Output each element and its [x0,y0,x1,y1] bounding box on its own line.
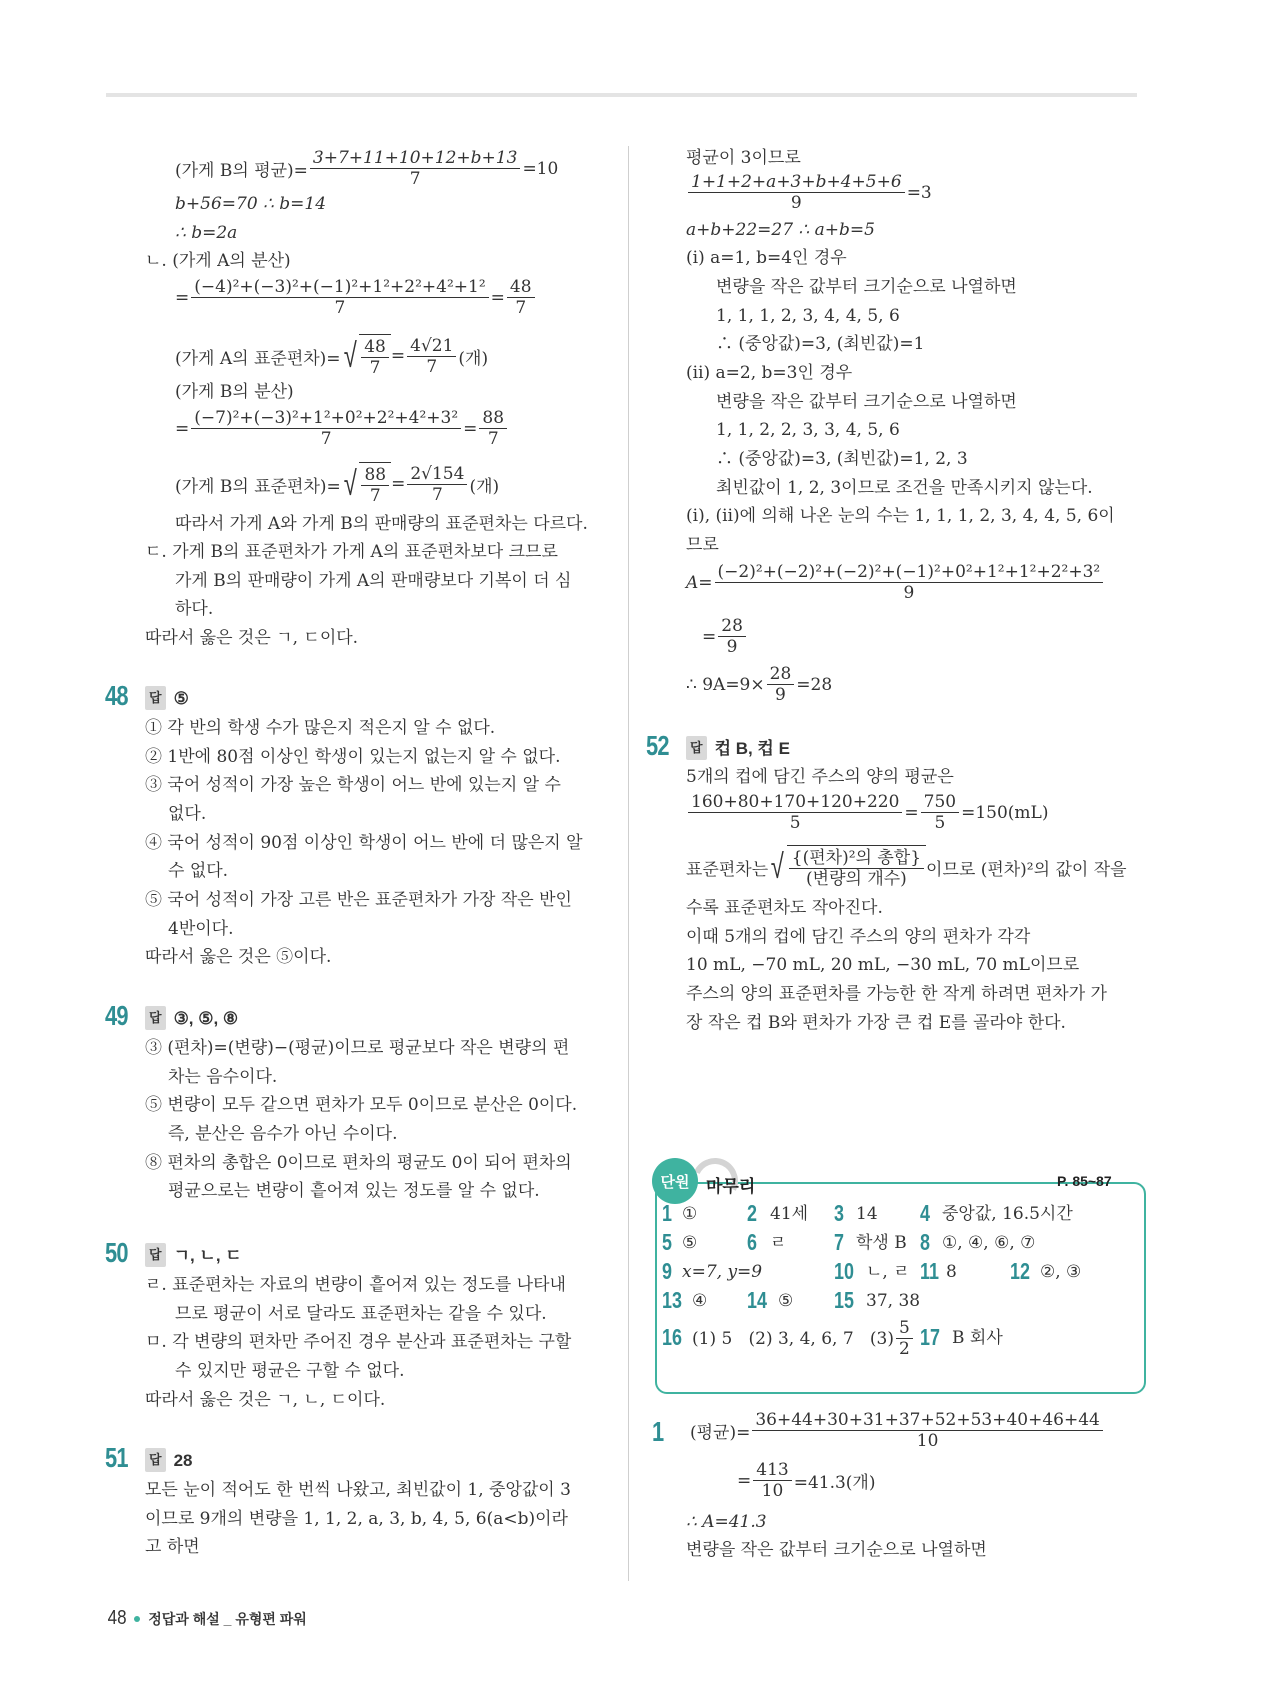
case-1-label: (ⅰ) a=1, b=4인 경우 [686,248,847,268]
question-number-52: 52 [646,730,669,761]
nine-a-eq: ∴ 9A=9× $\frac{28}{9}$ =28 [686,664,833,705]
review-answer-7: 학생 B [856,1233,907,1253]
q49-item-1b: 차는 음수이다. [168,1067,278,1087]
store-b-mean-eq: (가게 B의 평균)= $\frac{3+7+11+10+12+b+13}{7}$ =10 [175,148,559,189]
review-number-5: 5 [662,1229,672,1255]
mean-equation: $\frac{1+1+2+a+3+b+4+5+6}{9}$ =3 [686,172,932,213]
unit-review-title: 마무리 [706,1177,756,1196]
q49-item-2b: 즉, 분산은 음수가 아닌 수이다. [168,1124,398,1144]
store-a-var-eq: = $\frac{\text{(−4)²+(−3)²+(−1)²+1²+2²+4²+1²}}{7}$ = $\frac{48}{7}$ [175,277,537,318]
answer-49: 답 ③, ⑤, ⑧ [145,1006,238,1030]
q48-conclusion: 따라서 옳은 것은 ⑤이다. [145,947,332,967]
case-2-sort-text: 변량을 작은 값부터 크기순으로 나열하면 [716,392,1017,412]
answer-48: 답 ⑤ [145,686,189,710]
answer-51: 답 28 [145,1448,192,1472]
item-d-line3: 하다. [175,599,214,619]
q52-line-4: 수록 표준편차도 작아진다. [686,898,883,918]
q52-line-8: 장 작은 컵 B와 편차가 가장 큰 컵 E를 골라야 한다. [686,1013,1066,1033]
q51-line-3: 고 하면 [145,1537,200,1557]
variance-a-value: = $\frac{28}{9}$ [702,616,748,657]
question-number-49: 49 [105,1000,128,1031]
q48-option-5a: ⑤ 국어 성적이 가장 고른 반은 표준편차가 가장 작은 반인 [145,890,572,910]
q51-line-1: 모든 눈이 적어도 한 번씩 나왔고, 최빈값이 1, 중앙값이 3 [145,1480,571,1500]
case-1-result: ∴ (중앙값)=3, (최빈값)=1 [716,334,925,354]
review-number-6: 6 [747,1229,757,1255]
review-answer-16: (1) 5 (2) 3, 4, 6, 7 (3) $\frac{5}{2}$ [692,1318,915,1359]
answer-50: 답 ㄱ, ㄴ, ㄷ [145,1243,242,1267]
review-number-8: 8 [920,1229,930,1255]
solution-1-mean-value: = $\frac{413}{10}$ =41.3(개) [737,1460,876,1501]
review-answer-13: ④ [692,1291,708,1311]
q50-item-1a: ㄹ. 표준편차는 자료의 변량이 흩어져 있는 정도를 나타내 [145,1275,566,1295]
review-number-9: 9 [662,1258,672,1284]
review-answer-11: 8 [946,1262,957,1282]
q48-option-4b: 수 없다. [168,861,229,881]
q50-item-2b: 수 있지만 평균은 구할 수 없다. [175,1361,405,1381]
review-number-7: 7 [834,1229,844,1255]
review-number-11: 11 [920,1258,939,1284]
q49-item-3b: 평균으로는 변량이 흩어져 있는 정도를 알 수 없다. [168,1181,540,1201]
review-answer-12: ②, ③ [1040,1262,1082,1282]
case-2-values: 1, 1, 2, 2, 3, 3, 4, 5, 6 [716,420,900,440]
review-number-4: 4 [920,1200,930,1226]
q49-item-3a: ⑧ 편차의 총합은 0이므로 편차의 평균도 0이 되어 편차의 [145,1153,572,1173]
review-number-1: 1 [662,1200,672,1226]
cases-summary-1: (ⅰ), (ⅱ)에 의해 나온 눈의 수는 1, 1, 1, 2, 3, 4, 4, 5, 6이 [686,506,1115,526]
q48-option-3a: ③ 국어 성적이 가장 높은 학생이 어느 반에 있는지 알 수 [145,775,561,795]
solution-1-mean-eq: (평균)= $\frac{36+44+30+31+37+52+53+40+46+44}{10}$ [690,1410,1105,1451]
unit-review-pages: P. 85~87 [1057,1173,1112,1189]
footer-label: 정답과 해설 _ 유형편 파워 [148,1610,307,1627]
review-answer-1: ① [682,1204,698,1224]
solution-1-sort-text: 변량을 작은 값부터 크기순으로 나열하면 [686,1540,987,1560]
review-answer-6: ㄹ [770,1233,787,1253]
question-number-50: 50 [105,1237,128,1268]
q48-option-3b: 없다. [168,804,207,824]
review-number-16: 16 [662,1324,682,1350]
q52-mean-eq: $\frac{160+80+170+120+220}{5}$ = $\frac{750}{5}$ =150(mL) [686,792,1048,833]
page-number: 48 [107,1607,127,1629]
store-b-sd-eq: (가게 B의 표준편차)= √ $\frac{88}{7}$ = $\frac{2√154}{7}$ (개) [175,463,500,506]
unit-badge: 단원 [652,1158,698,1204]
q49-item-2a: ⑤ 변량이 모두 같으면 편차가 모두 0이므로 분산은 0이다. [145,1095,578,1115]
review-answer-8: ①, ④, ⑥, ⑦ [942,1233,1036,1253]
q52-line-6: 10 mL, −70 mL, 20 mL, −30 mL, 70 mL이므로 [686,955,1080,975]
review-answer-5: ⑤ [682,1233,698,1253]
q50-conclusion: 따라서 옳은 것은 ㄱ, ㄴ, ㄷ이다. [145,1390,386,1410]
review-answer-2: 41세 [770,1204,809,1224]
review-answer-9: x=7, y=9 [682,1262,763,1282]
q50-item-2a: ㅁ. 각 변량의 편차만 주어진 경우 분산과 표준편차는 구할 [145,1332,572,1352]
review-answer-14: ⑤ [778,1291,794,1311]
solution-1-result: ∴ A=41.3 [686,1512,767,1532]
review-number-17: 17 [920,1324,940,1350]
page-footer [106,1607,307,1630]
question-number-48: 48 [105,680,128,711]
item-d-line2: 가게 B의 판매량이 가게 A의 판매량보다 기복이 더 심 [175,571,572,591]
review-number-10: 10 [834,1258,854,1284]
question-number-51: 51 [105,1442,128,1473]
variance-a-eq: A= $\frac{\text{(−2)²+(−2)²+(−2)²+(−1)²+0²+1²+1²+2²+3²}}{9}$ [686,562,1105,603]
case-2-note: 최빈값이 1, 2, 3이므로 조건을 만족시키지 않는다. [716,478,1093,498]
case-2-label: (ⅱ) a=2, b=3인 경우 [686,363,853,383]
q52-line-7: 주스의 양의 표준편차를 가능한 한 작게 하려면 편차가 가 [686,984,1107,1004]
solution-number-1: 1 [652,1416,664,1447]
review-answer-17: B 회사 [952,1328,1003,1348]
review-number-3: 3 [834,1200,844,1226]
conclusion-line: 따라서 가게 A와 가게 B의 판매량의 표준편차는 다르다. [175,514,588,534]
mean-is-3-line: 평균이 3이므로 [686,148,801,168]
q52-line-1: 5개의 컵에 담긴 주스의 양의 평균은 [686,767,954,787]
q48-option-5b: 4반이다. [168,919,234,939]
answer-52: 답 컵 B, 컵 E [686,736,790,760]
q52-line-5: 이때 5개의 컵에 담긴 주스의 양의 편차가 각각 [686,927,1031,947]
b-2a-line: ∴ b=2a [175,223,238,243]
sum-ab-line: a+b+22=27 ∴ a+b=5 [686,220,875,240]
answer-summary: 따라서 옳은 것은 ㄱ, ㄷ이다. [145,628,359,648]
store-b-var-label: (가게 B의 분산) [175,382,294,402]
review-number-12: 12 [1010,1258,1030,1284]
store-a-sd-eq: (가게 A의 표준편차)= √ $\frac{48}{7}$ = $\frac{4√21}{7}$ (개) [175,335,489,378]
cases-summary-2: 므로 [686,535,719,555]
footer-dot [134,1616,140,1622]
case-1-values: 1, 1, 1, 2, 3, 4, 4, 5, 6 [716,306,900,326]
review-answer-10: ㄴ, ㄹ [866,1262,910,1282]
store-a-var-label: ㄴ. (가게 A의 분산) [145,251,291,271]
q48-option-4a: ④ 국어 성적이 90점 이상인 학생이 어느 반에 더 많은지 알 [145,833,583,853]
review-number-13: 13 [662,1287,682,1313]
review-answer-4: 중앙값, 16.5시간 [942,1204,1073,1224]
item-d-line1: ㄷ. 가게 B의 표준편차가 가게 A의 표준편차보다 크므로 [145,542,558,562]
review-answer-3: 14 [856,1204,878,1224]
store-b-var-eq: = $\frac{\text{(−7)²+(−3)²+1²+0²+2²+4²+3²}}{7}$ = $\frac{88}{7}$ [175,408,509,449]
q51-line-2: 이므로 9개의 변량을 1, 1, 2, a, 3, b, 4, 5, 6(a<b)이라 [145,1509,568,1529]
review-answer-15: 37, 38 [866,1291,921,1311]
review-number-15: 15 [834,1287,854,1313]
q48-option-2: ② 1반에 80점 이상인 학생이 있는지 없는지 알 수 없다. [145,747,561,767]
column-divider [628,146,629,1581]
review-number-2: 2 [747,1200,757,1226]
top-rule [106,93,1137,97]
q50-item-1b: 므로 평균이 서로 달라도 표준편차는 같을 수 있다. [175,1304,547,1324]
q49-item-1a: ③ (편차)=(변량)−(평균)이므로 평균보다 작은 변량의 편 [145,1038,570,1058]
b-value-line: b+56=70 ∴ b=14 [175,194,327,214]
q48-option-1: ① 각 반의 학생 수가 많은지 적은지 알 수 없다. [145,718,496,738]
q52-sd-definition: 표준편차는 √ $\frac{\text{\{(편차)²의 총합\}}}{\text{(변량의 개수)}}$ 이므로 (편차)²의 값이 작을 [686,847,1127,889]
case-1-sort-text: 변량을 작은 값부터 크기순으로 나열하면 [716,277,1017,297]
case-2-result: ∴ (중앙값)=3, (최빈값)=1, 2, 3 [716,449,968,469]
review-number-14: 14 [747,1287,767,1313]
